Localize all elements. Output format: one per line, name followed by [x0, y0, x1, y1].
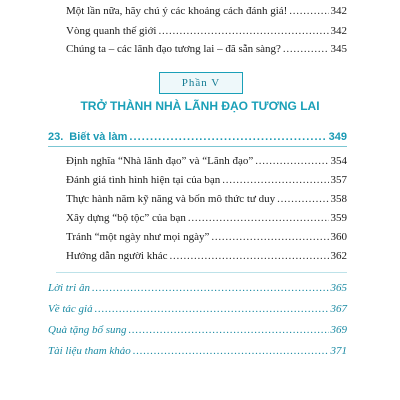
- entry-page: 367: [330, 303, 347, 315]
- backmatter-entry[interactable]: [48, 323, 347, 337]
- entry-title: Chúng ta – các lãnh đạo tương lai – đã sẵn sàng?: [66, 43, 281, 55]
- entry-page: 369: [330, 324, 347, 336]
- chapter-number: 23.: [48, 131, 64, 143]
- toc-entry[interactable]: [66, 211, 347, 225]
- entry-page: 365: [330, 282, 347, 294]
- entry-page: 360: [330, 231, 347, 243]
- chapter-title: Biết và làm: [69, 131, 128, 143]
- leader-dots: [95, 302, 329, 316]
- leader-dots: [188, 211, 329, 225]
- leader-dots: [158, 24, 328, 38]
- entry-page: 345: [330, 43, 347, 55]
- entry-page: 371: [330, 345, 347, 357]
- leader-dots: [92, 281, 329, 295]
- toc-entry[interactable]: [66, 154, 347, 168]
- entry-title: Quà tặng bổ sung: [48, 324, 127, 336]
- entry-title: Tránh “một ngày như mọi ngày”: [66, 231, 210, 243]
- part-label: Phần V: [181, 77, 221, 89]
- entry-page: 358: [330, 193, 347, 205]
- toc-entry[interactable]: [66, 230, 347, 244]
- toc-entry[interactable]: [66, 24, 347, 38]
- leader-dots: [211, 230, 328, 244]
- leader-dots: [277, 192, 328, 206]
- entry-title: Đánh giá tình hình hiện tại của bạn: [66, 174, 221, 186]
- leader-dots: [169, 249, 328, 263]
- entry-title: Vòng quanh thế giới: [66, 25, 157, 37]
- chapter-entry[interactable]: [48, 130, 347, 144]
- entry-page: 359: [330, 212, 347, 224]
- entry-title: Một lần nữa, hãy chú ý các khoảng cách đánh giá!: [66, 5, 288, 17]
- toc-entry[interactable]: [66, 42, 347, 56]
- chapter-divider: [48, 146, 347, 147]
- toc-entry[interactable]: [66, 173, 347, 187]
- entry-page: 357: [330, 174, 347, 186]
- leader-dots: [255, 154, 328, 168]
- entry-page: 354: [330, 155, 347, 167]
- toc-entry[interactable]: [66, 4, 347, 18]
- toc-entry[interactable]: [66, 249, 347, 263]
- entry-title: Lời tri ân: [48, 282, 90, 294]
- section-divider: [56, 272, 347, 273]
- entry-title: Về tác giả: [48, 303, 93, 315]
- entry-title: Xây dựng “bộ tộc” của bạn: [66, 212, 186, 224]
- backmatter-entry[interactable]: [48, 302, 347, 316]
- chapter-page: 349: [328, 131, 347, 143]
- leader-dots: [133, 344, 329, 358]
- backmatter-entry[interactable]: [48, 281, 347, 295]
- part-title: TRỞ THÀNH NHÀ LÃNH ĐẠO TƯƠNG LAI: [80, 99, 320, 113]
- entry-page: 342: [330, 25, 347, 37]
- part-label-box: [159, 72, 243, 94]
- toc-entry[interactable]: [66, 192, 347, 206]
- entry-page: 362: [330, 250, 347, 262]
- leader-dots: [222, 173, 328, 187]
- leader-dots: [129, 323, 329, 337]
- entry-title: Hướng dẫn người khác: [66, 250, 168, 262]
- leader-dots: [289, 4, 328, 18]
- leader-dots: [283, 42, 329, 56]
- backmatter-entry[interactable]: [48, 344, 347, 358]
- entry-title: Tài liệu tham khảo: [48, 345, 131, 357]
- entry-title: Định nghĩa “Nhà lãnh đạo” và “Lãnh đạo”: [66, 155, 254, 167]
- leader-dots: [129, 130, 326, 144]
- entry-page: 342: [330, 5, 347, 17]
- entry-title: Thực hành năm kỹ năng và bốn mô thức tư duy: [66, 193, 276, 205]
